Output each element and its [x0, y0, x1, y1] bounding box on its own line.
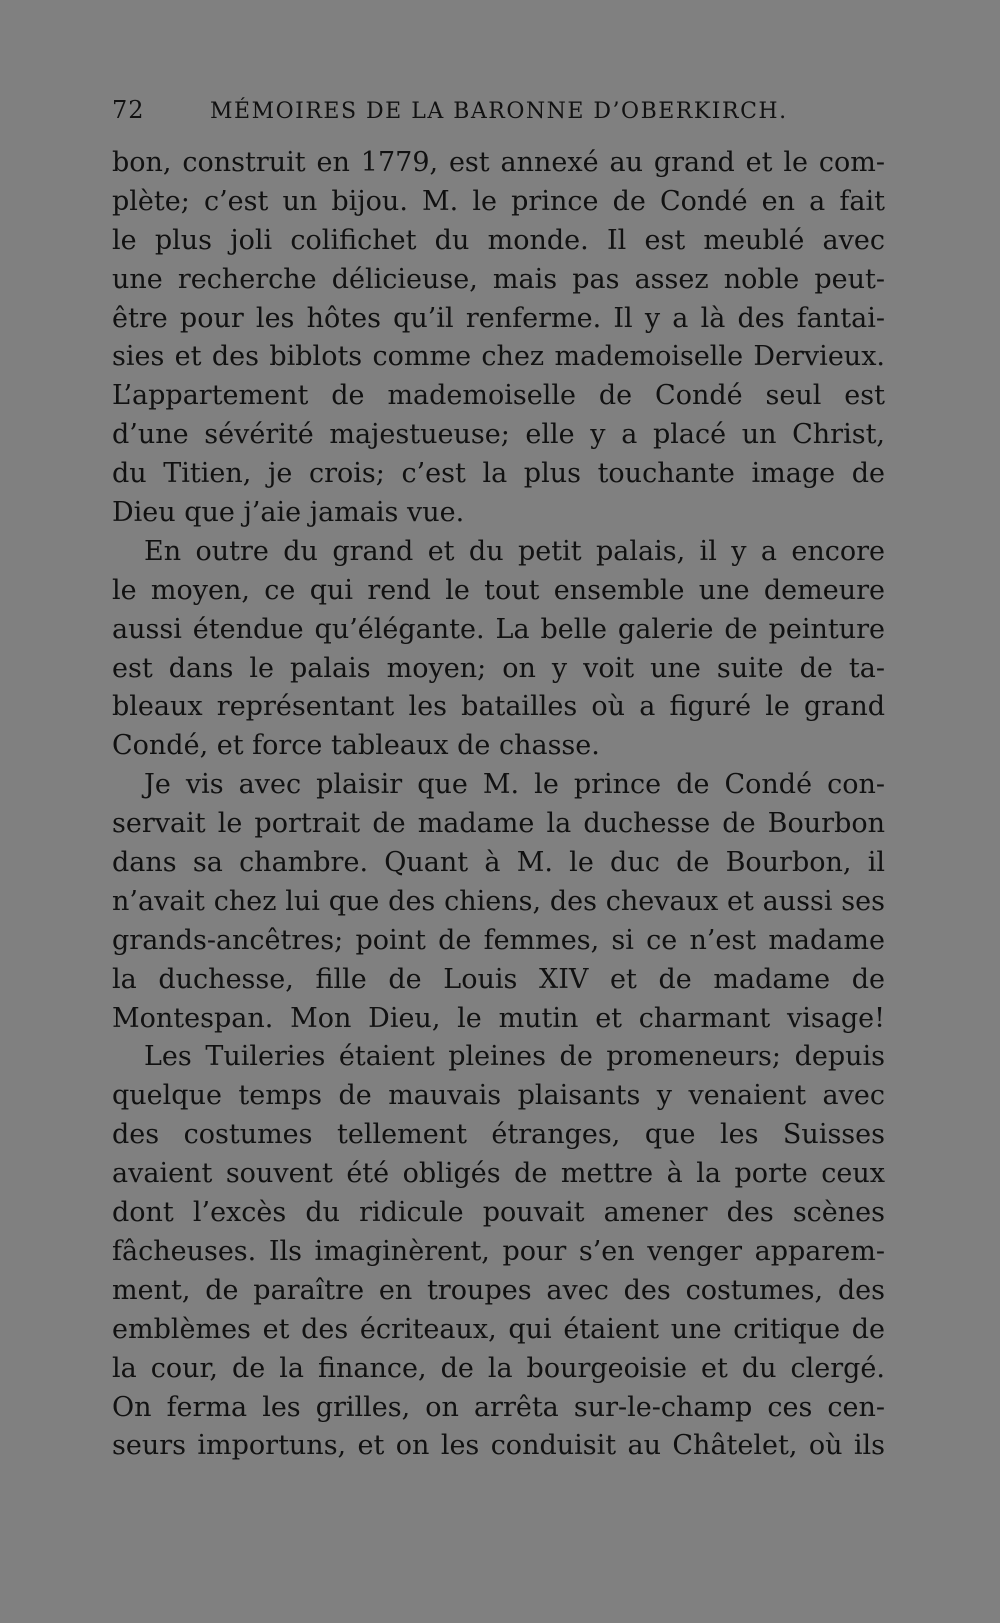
text-line: dans sa chambre. Quant à M. le duc de Bourbon, il — [112, 847, 885, 879]
text-line: le plus joli colifichet du monde. Il est meublé avec — [112, 224, 885, 256]
text-line: est dans le palais moyen; on y voit une suite de ta- — [112, 652, 885, 684]
text-line: une recherche délicieuse, mais pas assez noble peut- — [112, 263, 885, 295]
text-line: L’appartement de mademoiselle de Condé seul est — [112, 380, 885, 412]
text-line: être pour les hôtes qu’il renferme. Il y a là des fantai- — [112, 302, 885, 334]
text-line: n’avait chez lui que des chiens, des chevaux et aussi ses — [112, 885, 885, 917]
text-line: le moyen, ce qui rend le tout ensemble une demeure — [112, 574, 885, 606]
text-line: des costumes tellement étranges, que les Suisses — [112, 1119, 885, 1151]
text-line: servait le portrait de madame la duchesse de Bourbon — [112, 808, 885, 840]
text-line: emblèmes et des écriteaux, qui étaient une critique de — [112, 1313, 885, 1345]
text-line: sies et des biblots comme chez mademoiselle Dervieux. — [112, 341, 885, 373]
paragraph-end-line: Montespan. Mon Dieu, le mutin et charmant visage! — [112, 1002, 885, 1034]
text-line: grands-ancêtres; point de femmes, si ce n’est madame — [112, 924, 885, 956]
text-line: aussi étendue qu’élégante. La belle galerie de peinture — [112, 613, 885, 645]
text-line: plète; c’est un bijou. M. le prince de Condé en a fait — [112, 185, 885, 217]
paragraph-end-line: Dieu que j’aie jamais vue. — [112, 497, 465, 529]
text-line: fâcheuses. Ils imaginèrent, pour s’en venger apparem- — [112, 1235, 885, 1267]
text-line: du Titien, je crois; c’est la plus touchante image de — [112, 458, 885, 490]
text-line: seurs importuns, et on les conduisit au Châtelet, où ils — [112, 1430, 885, 1462]
text-line: avaient souvent été obligés de mettre à la porte ceux — [112, 1158, 885, 1190]
text-line: ment, de paraître en troupes avec des costumes, des — [112, 1274, 885, 1306]
body-text — [112, 144, 885, 1466]
text-line: dont l’excès du ridicule pouvait amener des scènes — [112, 1197, 885, 1229]
text-line: quelque temps de mauvais plaisants y venaient avec — [112, 1080, 885, 1112]
page-number: 72 — [112, 96, 145, 124]
paragraph-first-line: Les Tuileries étaient pleines de promeneurs; depuis — [144, 1041, 885, 1073]
text-line: d’une sévérité majestueuse; elle y a placé un Christ, — [112, 419, 885, 451]
paragraph-end-line: Condé, et force tableaux de chasse. — [112, 730, 600, 762]
paragraph-first-line: Je vis avec plaisir que M. le prince de Condé con- — [144, 769, 885, 801]
text-line: la duchesse, fille de Louis XIV et de madame de — [112, 963, 885, 995]
text-line: bon, construit en 1779, est annexé au grand et le com- — [112, 147, 885, 178]
paragraph-first-line: En outre du grand et du petit palais, il y a encore — [144, 535, 885, 567]
text-line: bleaux représentant les batailles où a figuré le grand — [112, 691, 885, 723]
running-title: MÉMOIRES DE LA BARONNE D’OBERKIRCH. — [210, 99, 788, 124]
text-line: On ferma les grilles, on arrêta sur-le-champ ces cen- — [112, 1391, 885, 1423]
running-head — [112, 96, 885, 140]
text-line: la cour, de la finance, de la bourgeoisie et du clergé. — [112, 1352, 885, 1384]
book-page — [112, 96, 885, 1466]
